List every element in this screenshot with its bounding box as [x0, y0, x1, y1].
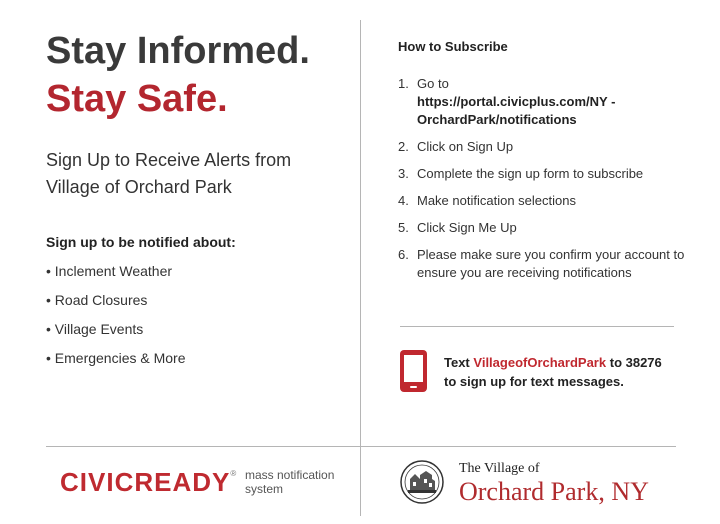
list-item — [398, 246, 688, 282]
step-text: Please make sure you confirm your account to ensure you are receiving notifications — [417, 247, 685, 280]
footer-divider — [46, 446, 676, 447]
list-item — [398, 192, 688, 210]
step-number: 3. — [398, 166, 409, 181]
list-item: • Village Events — [46, 321, 144, 337]
step-number: 4. — [398, 193, 409, 208]
list-item — [398, 219, 688, 237]
list-item: • Road Closures — [46, 292, 148, 308]
headline-stay-informed: Stay Informed. — [46, 30, 310, 72]
list-item: • Inclement Weather — [46, 263, 173, 279]
step-number: 6. — [398, 247, 409, 262]
village-seal-icon — [399, 459, 445, 505]
brand-name: CIVICREADY — [60, 467, 231, 497]
subheading: Sign Up to Receive Alerts from Village of Orchard Park — [46, 150, 292, 197]
text-signup-message — [444, 353, 674, 391]
step-text: Complete the sign up form to subscribe — [417, 166, 644, 181]
village-title-prefix: The Village of — [459, 461, 540, 476]
step-text: Click Sign Me Up — [417, 220, 517, 235]
step-text: Go to — [417, 76, 449, 91]
list-item — [398, 138, 688, 156]
step-number: 5. — [398, 220, 409, 235]
list-item — [398, 165, 688, 183]
text-prefix: Text — [444, 355, 470, 370]
list-item: • Emergencies & More — [46, 350, 186, 366]
portal-url-link[interactable]: https://portal.civicplus.com/NY -OrchardPark/notifications — [417, 94, 616, 127]
notify-heading: Sign up to be notified about: — [46, 234, 236, 250]
steps-divider — [400, 326, 674, 327]
brand-tagline: mass notification system — [245, 468, 335, 496]
headline-stay-safe: Stay Safe. — [46, 78, 228, 120]
notify-list — [46, 264, 186, 380]
step-text: Click on Sign Up — [417, 139, 514, 154]
village-title-name: Orchard Park, NY — [459, 477, 649, 506]
how-to-subscribe-title: How to Subscribe — [398, 39, 508, 54]
mobile-phone-icon — [399, 349, 428, 393]
step-text: Make notification selections — [417, 193, 576, 208]
step-number: 2. — [398, 139, 409, 154]
trademark-symbol: ® — [230, 469, 237, 478]
text-suffix: to 38276 to sign up for text messages. — [444, 355, 662, 389]
civicready-logo — [60, 467, 236, 498]
step-number: 1. — [398, 76, 409, 91]
subscribe-steps — [398, 75, 688, 291]
vertical-divider — [360, 20, 361, 516]
text-keyword: VillageofOrchardPark — [473, 355, 607, 370]
list-item — [398, 75, 688, 129]
